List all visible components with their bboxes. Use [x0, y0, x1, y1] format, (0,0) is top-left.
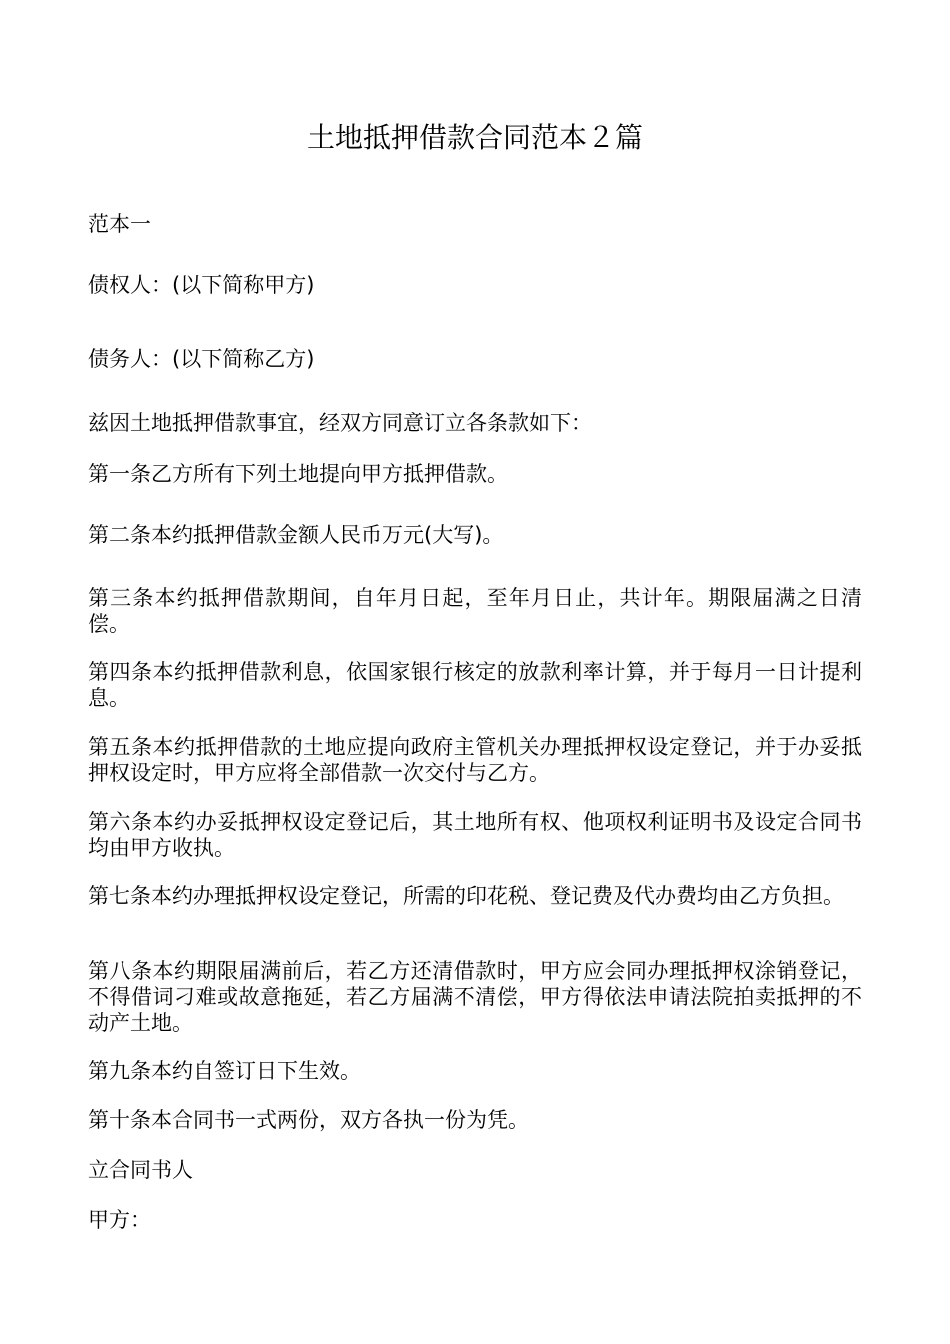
document-title: 土地抵押借款合同范本２篇 [306, 121, 643, 154]
paragraph-article-2: 第二条本约抵押借款金额人民币万元(大写)。 [88, 523, 504, 547]
paragraph-article-3: 第三条本约抵押借款期间，自年月日起，至年月日止，共计年。期限届满之日清偿。 [88, 586, 862, 636]
paragraph-article-10: 第十条本合同书一式两份，双方各执一份为凭。 [88, 1108, 529, 1132]
paragraph-article-6: 第六条本约办妥抵押权设定登记后，其土地所有权、他项权利证明书及设定合同书均由甲方收执。 [88, 810, 862, 860]
paragraph-article-4: 第四条本约抵押借款利息，依国家银行核定的放款利率计算，并于每月一日计提利息。 [88, 660, 862, 710]
paragraph-creditor: 债权人：(以下简称甲方) [88, 273, 315, 297]
paragraph-article-5: 第五条本约抵押借款的土地应提向政府主管机关办理抵押权设定登记，并于办妥抵押权设定时，甲方应将全部借款一次交付与乙方。 [88, 735, 862, 785]
paragraph-article-7: 第七条本约办理抵押权设定登记，所需的印花税、登记费及代办费均由乙方负担。 [88, 884, 844, 908]
paragraph-article-8: 第八条本约期限届满前后，若乙方还清借款时，甲方应会同办理抵押权涂销登记，不得借词刁难或故意拖延，若乙方届满不清偿，甲方得依法申请法院拍卖抵押的不动产土地。 [88, 959, 862, 1035]
paragraph-article-1: 第一条乙方所有下列土地提向甲方抵押借款。 [88, 462, 508, 486]
paragraph-preamble: 兹因土地抵押借款事宜，经双方同意订立各条款如下： [88, 411, 592, 435]
paragraph-sample-one: 范本一 [88, 212, 151, 236]
paragraph-party-a: 甲方： [88, 1208, 151, 1232]
paragraph-signatories: 立合同书人 [88, 1158, 193, 1182]
paragraph-article-9: 第九条本约自签订日下生效。 [88, 1059, 361, 1083]
paragraph-debtor: 债务人：(以下简称乙方) [88, 347, 315, 371]
